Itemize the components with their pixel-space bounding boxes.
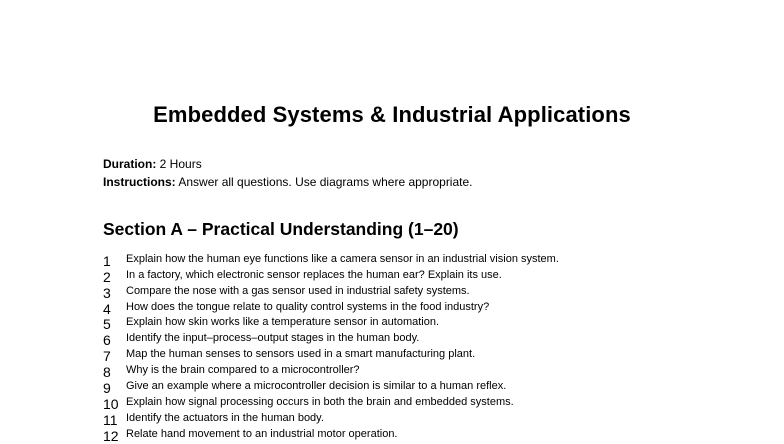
question-number: 11 [103, 411, 118, 428]
question-number: 1 [103, 252, 111, 269]
question-item [103, 345, 559, 365]
question-text: Compare the nose with a gas sensor used in industrial safety systems. [126, 284, 470, 297]
question-number: 2 [103, 268, 111, 285]
question-number: 8 [103, 364, 111, 381]
instructions-line [103, 173, 473, 191]
question-text: Why is the brain compared to a microcontroller? [126, 364, 360, 377]
question-number: 9 [103, 380, 111, 397]
question-text: Relate hand movement to an industrial motor operation. [126, 427, 398, 440]
instructions-value: Answer all questions. Use diagrams where appropriate. [178, 175, 473, 189]
question-number: 5 [103, 316, 111, 333]
question-item [103, 393, 559, 412]
question-text: Explain how signal processing occurs in both the brain and embedded systems. [126, 395, 514, 408]
question-number: 3 [103, 284, 111, 301]
question-item [103, 361, 559, 381]
question-text: In a factory, which electronic sensor replaces the human ear? Explain its use. [126, 268, 502, 281]
question-item [103, 409, 559, 428]
question-number: 12 [103, 427, 119, 444]
question-text: Identify the actuators in the human body. [126, 411, 324, 424]
question-list [103, 250, 559, 444]
question-item [103, 298, 559, 317]
question-text: Explain how the human eye functions like a camera sensor in an industrial vision system. [126, 252, 559, 265]
question-text: Map the human senses to sensors used in a smart manufacturing plant. [126, 348, 476, 361]
question-item [103, 314, 559, 333]
question-number: 4 [103, 300, 111, 317]
question-item [103, 282, 559, 301]
duration-label: Duration: [103, 157, 157, 171]
question-item [103, 266, 559, 285]
question-text: Give an example where a microcontroller decision is similar to a human reflex. [126, 380, 507, 393]
question-item [103, 377, 559, 397]
question-item [103, 329, 559, 349]
section-a-heading: Section A – Practical Understanding (1–20) [103, 219, 459, 239]
instructions-label: Instructions: [103, 175, 176, 189]
exam-meta [103, 155, 473, 191]
question-item [103, 250, 559, 269]
question-item [103, 425, 559, 444]
duration-value: 2 Hours [159, 157, 202, 171]
question-text: How does the tongue relate to quality control systems in the food industry? [126, 300, 490, 313]
question-number: 6 [103, 332, 111, 349]
question-number: 7 [103, 348, 111, 365]
question-text: Identify the input–process–output stages in the human body. [126, 332, 420, 345]
duration-line [103, 155, 473, 173]
question-number: 10 [103, 395, 119, 412]
document-title: Embedded Systems & Industrial Applications [153, 102, 631, 127]
question-text: Explain how skin works like a temperature sensor in automation. [126, 316, 440, 329]
